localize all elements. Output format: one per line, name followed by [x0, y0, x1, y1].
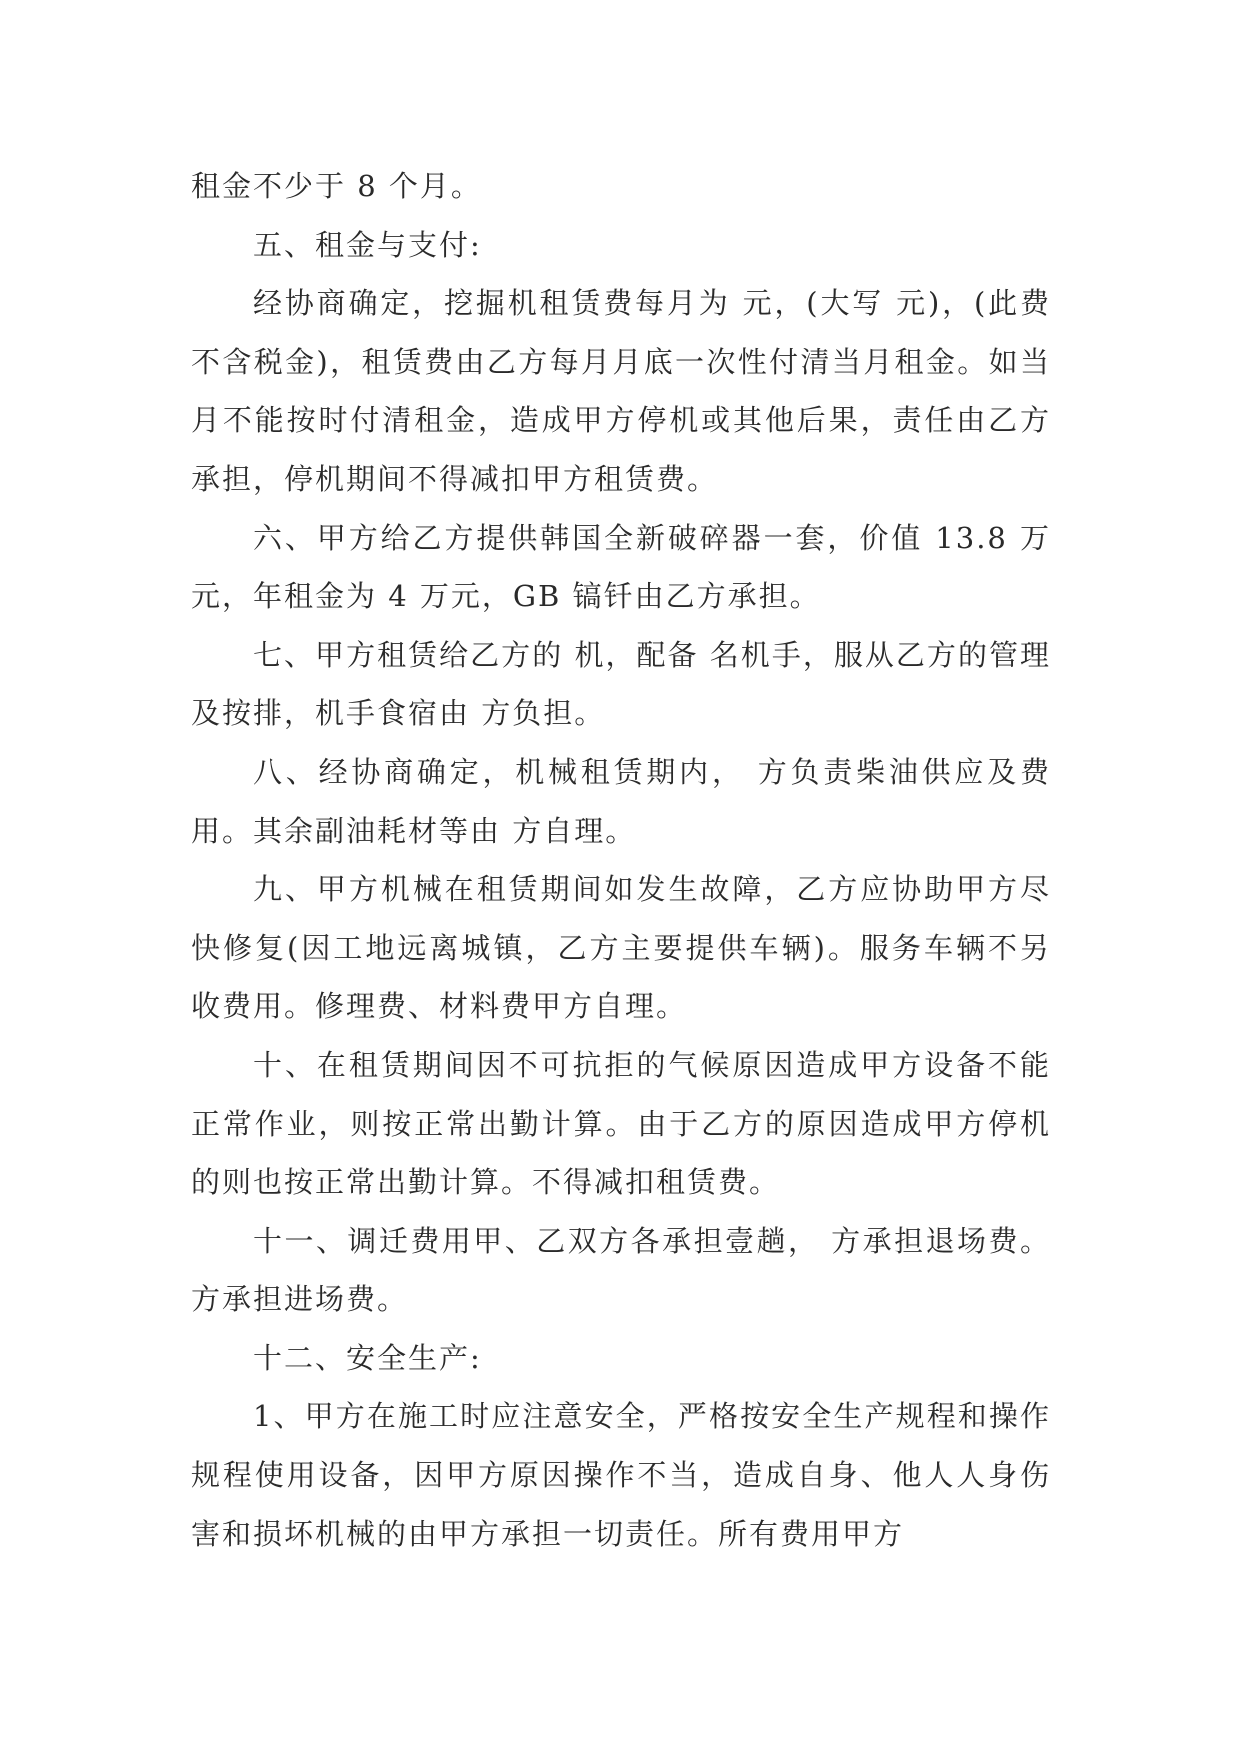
section-9-paragraph: 九、甲方机械在租赁期间如发生故障，乙方应协助甲方尽快修复(因工地远离城镇，乙方主要提供车辆)。服务车辆不另收费用。修理费、材料费甲方自理。 [191, 872, 1051, 1024]
section-12-item-1: 1、甲方在施工时应注意安全，严格按安全生产规程和操作规程使用设备，因甲方原因操作不当，造成自身、他人人身伤害和损坏机械的由甲方承担一切责任。所有费用甲方 [191, 1399, 1051, 1551]
paragraph-rent-duration-tail: 租金不少于 8 个月。 [191, 169, 482, 203]
document-body [191, 157, 1051, 1563]
section-7-paragraph: 七、甲方租赁给乙方的 机，配备 名机手，服从乙方的管理及按排，机手食宿由 方负担。 [191, 637, 1051, 731]
section-8-paragraph: 八、经协商确定，机械租赁期内， 方负责柴油供应及费用。其余副油耗材等由 方自理。 [191, 754, 1051, 848]
section-10-paragraph: 十、在租赁期间因不可抗拒的气候原因造成甲方设备不能正常作业，则按正常出勤计算。由于乙方的原因造成甲方停机的则也按正常出勤计算。不得减扣租赁费。 [191, 1047, 1051, 1200]
section-5-heading: 五、租金与支付: [253, 227, 482, 262]
section-6-paragraph: 六、甲方给乙方提供韩国全新破碎器一套，价值 13.8 万元，年租金为 4 万元，GB 镐钎由乙方承担。 [191, 520, 1051, 614]
section-12-heading: 十二、安全生产: [253, 1340, 482, 1375]
section-11-paragraph: 十一、调迁费用甲、乙双方各承担壹趟， 方承担退场费。 方承担进场费。 [191, 1223, 1051, 1317]
section-5-body: 经协商确定，挖掘机租赁费每月为 元，(大写 元)，(此费不含税金)，租赁费由乙方每月月底一次性付清当月租金。如当月不能按时付清租金，造成甲方停机或其他后果，责任由乙方承担，停机期间不得减扣甲方租赁费。 [191, 286, 1051, 496]
